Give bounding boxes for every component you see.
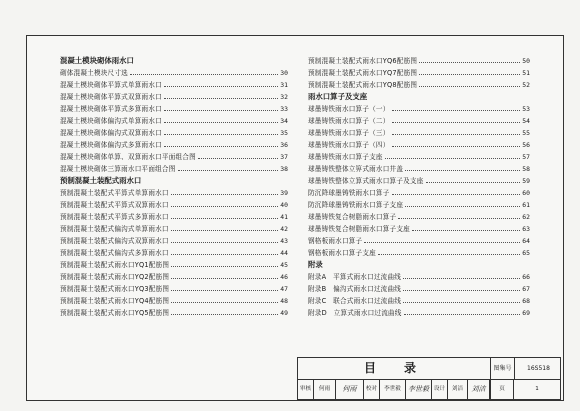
atlas-number: 16S518 bbox=[514, 358, 562, 379]
toc-entry-page: 46 bbox=[280, 273, 288, 281]
document-title: 目 录 bbox=[298, 358, 491, 379]
toc-entry-page: 36 bbox=[280, 141, 288, 149]
dot-leader bbox=[171, 265, 278, 267]
toc-entry-title: 预制混凝土装配式偏沟式多算雨水口 bbox=[60, 249, 169, 257]
toc-entry bbox=[60, 223, 288, 235]
dot-leader bbox=[171, 289, 278, 291]
toc-entry-title: 预制混凝土装配式平算式单算雨水口 bbox=[60, 189, 169, 197]
toc-entry-page: 39 bbox=[280, 189, 288, 197]
toc-entry-page: 59 bbox=[522, 177, 530, 185]
toc-entry-page: 58 bbox=[522, 165, 530, 173]
section-heading: 附录 bbox=[308, 260, 323, 269]
toc-entry-page: 67 bbox=[522, 285, 530, 293]
checker-signature: 李世毅 bbox=[406, 379, 432, 399]
toc-entry-title: 预制混凝土装配式雨水口YQ6配筋图 bbox=[308, 57, 418, 65]
toc-entry bbox=[308, 187, 530, 199]
toc-entry-page: 65 bbox=[522, 249, 530, 257]
toc-entry-page: 31 bbox=[280, 81, 288, 89]
toc-entry-page: 60 bbox=[522, 189, 530, 197]
dot-leader bbox=[171, 193, 279, 195]
dot-leader bbox=[412, 229, 520, 231]
dot-leader bbox=[405, 169, 520, 171]
toc-entry-page: 44 bbox=[280, 249, 288, 257]
toc-entry bbox=[60, 211, 288, 223]
dot-leader bbox=[426, 181, 521, 183]
toc-entry-title: 球墨铸铁雨水口算子（二） bbox=[308, 117, 390, 125]
toc-entry-title: 球墨铸铁雨水口算子（三） bbox=[308, 129, 390, 137]
toc-entry-title: 防沉降球墨铸铁雨水口算子支座 bbox=[308, 201, 404, 209]
page-label: 页 bbox=[490, 379, 514, 399]
dot-leader bbox=[164, 97, 278, 99]
dot-leader bbox=[404, 313, 521, 315]
toc-entry bbox=[60, 247, 288, 259]
toc-entry bbox=[308, 307, 530, 319]
toc-entry bbox=[308, 283, 530, 295]
toc-entry-title: 混凝土模块砌体偏沟式双算雨水口 bbox=[60, 129, 162, 137]
toc-entry bbox=[60, 235, 288, 247]
toc-entry bbox=[308, 127, 530, 139]
dot-leader bbox=[164, 145, 278, 147]
toc-entry-page: 49 bbox=[280, 309, 288, 317]
toc-entry-page: 57 bbox=[522, 153, 530, 161]
toc-entry-page: 52 bbox=[522, 81, 530, 89]
toc-entry bbox=[60, 307, 288, 319]
toc-entry-title: 砌体混凝土模块尺寸选 bbox=[60, 69, 128, 77]
dot-leader bbox=[198, 157, 278, 159]
toc-entry-title: 球墨铸铁整体立箅式雨水口井盖 bbox=[308, 165, 404, 173]
dot-leader bbox=[171, 217, 279, 219]
toc-entry-title: 预制混凝土装配式偏沟式双算雨水口 bbox=[60, 237, 169, 245]
toc-entry bbox=[308, 151, 530, 163]
dot-leader bbox=[164, 109, 278, 111]
toc-entry bbox=[308, 295, 530, 307]
toc-entry-page: 38 bbox=[280, 165, 288, 173]
dot-leader bbox=[364, 241, 520, 243]
toc-entry-page: 62 bbox=[522, 213, 530, 221]
toc-entry bbox=[308, 223, 530, 235]
design-label: 设计 bbox=[432, 379, 448, 399]
dot-leader bbox=[403, 301, 520, 303]
check-label: 校对 bbox=[364, 379, 380, 399]
toc-entry-page: 54 bbox=[522, 117, 530, 125]
dot-leader bbox=[171, 205, 279, 207]
toc-entry-page: 63 bbox=[522, 225, 530, 233]
dot-leader bbox=[164, 85, 278, 87]
toc-entry-page: 41 bbox=[280, 213, 288, 221]
toc-entry bbox=[308, 247, 530, 259]
toc-entry-title: 预制混凝土装配式雨水口YQ7配筋图 bbox=[308, 69, 418, 77]
toc-entry-title: 球墨铸铁雨水口算子（四） bbox=[308, 141, 390, 149]
reviewer-name: 何雨 bbox=[314, 379, 336, 399]
toc-entry-page: 68 bbox=[522, 297, 530, 305]
toc-left-column bbox=[60, 55, 288, 319]
toc-entry bbox=[308, 115, 530, 127]
toc-entry bbox=[308, 103, 530, 115]
toc-entry-page: 37 bbox=[280, 153, 288, 161]
toc-entry-page: 48 bbox=[280, 297, 288, 305]
toc-entry bbox=[60, 103, 288, 115]
toc-entry-title: 球墨铸铁复合树脂雨水口算子 bbox=[308, 213, 397, 221]
toc-entry-title: 混凝土模块砌体平算式多算雨水口 bbox=[60, 105, 162, 113]
section-heading: 预制混凝土装配式雨水口 bbox=[60, 176, 142, 185]
toc-entry bbox=[60, 199, 288, 211]
dot-leader bbox=[392, 193, 521, 195]
reviewer-signature: 何雨 bbox=[336, 379, 364, 399]
toc-entry-title: 球墨铸铁复合树脂雨水口算子支座 bbox=[308, 225, 410, 233]
designer-signature: 刘洁 bbox=[468, 379, 490, 399]
toc-entry bbox=[308, 55, 530, 67]
toc-entry-title: 预制混凝土装配式雨水口YQ1配筋图 bbox=[60, 261, 170, 269]
toc-entry bbox=[308, 235, 530, 247]
toc-entry bbox=[308, 163, 530, 175]
toc-entry-page: 56 bbox=[522, 141, 530, 149]
page-number: 1 bbox=[535, 386, 539, 392]
toc-entry-page: 40 bbox=[280, 201, 288, 209]
toc-entry-title: 预制混凝土装配式平算式多算雨水口 bbox=[60, 213, 169, 221]
toc-entry-title: 预制混凝土装配式雨水口YQ2配筋图 bbox=[60, 273, 170, 281]
checker-name: 李世毅 bbox=[380, 379, 406, 399]
toc-entry bbox=[60, 127, 288, 139]
toc-entry bbox=[308, 271, 530, 283]
dot-leader bbox=[385, 157, 521, 159]
toc-entry-page: 33 bbox=[280, 105, 288, 113]
toc-entry-page: 51 bbox=[522, 69, 530, 77]
toc-entry-title: 混凝土模块砌体单算、双算雨水口平面组合图 bbox=[60, 153, 196, 161]
toc-entry bbox=[60, 67, 288, 79]
toc-entry bbox=[60, 115, 288, 127]
toc-entry-page: 47 bbox=[280, 285, 288, 293]
toc-entry-page: 55 bbox=[522, 129, 530, 137]
toc-entry-page: 50 bbox=[522, 57, 530, 65]
toc-entry-title: 混凝土模块砌体三算雨水口平面组合图 bbox=[60, 165, 176, 173]
toc-entry bbox=[308, 175, 530, 187]
toc-entry bbox=[60, 259, 288, 271]
toc-entry-title: 混凝土模块砌体偏沟式单算雨水口 bbox=[60, 117, 162, 125]
toc-entry bbox=[60, 271, 288, 283]
dot-leader bbox=[171, 277, 278, 279]
toc-entry-page: 53 bbox=[522, 105, 530, 113]
toc-entry-title: 球墨铸铁雨水口算子支座 bbox=[308, 153, 383, 161]
toc-entry-title: 预制混凝土装配式雨水口YQ8配筋图 bbox=[308, 81, 418, 89]
designer-name: 刘洁 bbox=[448, 379, 468, 399]
toc-entry-title: 附录C 联合式雨水口过流曲线 bbox=[308, 297, 402, 305]
dot-leader bbox=[392, 109, 521, 111]
toc-entry bbox=[60, 295, 288, 307]
toc-entry-title: 混凝土模块砌体偏沟式多算雨水口 bbox=[60, 141, 162, 149]
toc-entry bbox=[308, 67, 530, 79]
toc-entry-title: 混凝土模块砌体平算式单算雨水口 bbox=[60, 81, 162, 89]
toc-entry-title: 混凝土模块砌体平算式双算雨水口 bbox=[60, 93, 162, 101]
toc-entry bbox=[60, 91, 288, 103]
toc-entry bbox=[60, 163, 288, 175]
dot-leader bbox=[378, 253, 520, 255]
toc-entry-page: 35 bbox=[280, 129, 288, 137]
dot-leader bbox=[398, 217, 520, 219]
dot-leader bbox=[171, 241, 279, 243]
toc-right-column bbox=[308, 55, 530, 319]
toc-entry-title: 预制混凝土装配式平算式双算雨水口 bbox=[60, 201, 169, 209]
toc-entry-page: 42 bbox=[280, 225, 288, 233]
toc-entry-page: 34 bbox=[280, 117, 288, 125]
toc-entry bbox=[308, 211, 530, 223]
toc-entry-title: 附录D 立算式雨水口过流曲线 bbox=[308, 309, 402, 317]
toc-entry-page: 64 bbox=[522, 237, 530, 245]
dot-leader bbox=[419, 61, 520, 63]
toc-entry bbox=[60, 283, 288, 295]
dot-leader bbox=[164, 133, 278, 135]
toc-entry-page: 69 bbox=[522, 309, 530, 317]
dot-leader bbox=[392, 121, 521, 123]
toc-entry bbox=[308, 199, 530, 211]
toc-entry-title: 球墨铸铁雨水口算子（一） bbox=[308, 105, 390, 113]
toc-entry bbox=[60, 187, 288, 199]
toc-entry bbox=[60, 151, 288, 163]
dot-leader bbox=[164, 121, 278, 123]
dot-leader bbox=[392, 133, 521, 135]
toc-entry-title: 预制混凝土装配式雨水口YQ3配筋图 bbox=[60, 285, 170, 293]
dot-leader bbox=[171, 253, 279, 255]
review-label: 审核 bbox=[298, 379, 314, 399]
toc-entry-title: 预制混凝土装配式雨水口YQ5配筋图 bbox=[60, 309, 170, 317]
toc-entry bbox=[60, 79, 288, 91]
toc-entry-page: 30 bbox=[280, 69, 288, 77]
section-heading: 雨水口算子及支座 bbox=[308, 92, 368, 101]
toc-entry-title: 钢格板雨水口算子 bbox=[308, 237, 363, 245]
dot-leader bbox=[130, 73, 278, 75]
atlas-label: 图集号 bbox=[490, 358, 514, 379]
dot-leader bbox=[392, 145, 521, 147]
section-heading: 混凝土模块砌体雨水口 bbox=[60, 56, 134, 65]
dot-leader bbox=[171, 313, 278, 315]
toc-entry-page: 43 bbox=[280, 237, 288, 245]
dot-leader bbox=[178, 169, 279, 171]
toc-entry-title: 预制混凝土装配式雨水口YQ4配筋图 bbox=[60, 297, 170, 305]
toc-entry-title: 防沉降球墨铸铁雨水口算子 bbox=[308, 189, 390, 197]
dot-leader bbox=[403, 289, 520, 291]
title-block bbox=[297, 357, 561, 400]
toc-entry-title: 钢格板雨水口算子支座 bbox=[308, 249, 376, 257]
toc-entry-title: 附录B 偏沟式雨水口过流曲线 bbox=[308, 285, 402, 293]
toc-entry-page: 45 bbox=[280, 261, 288, 269]
toc-entry bbox=[308, 79, 530, 91]
dot-leader bbox=[419, 73, 520, 75]
toc-entry-page: 66 bbox=[522, 273, 530, 281]
dot-leader bbox=[419, 85, 520, 87]
dot-leader bbox=[403, 277, 520, 279]
toc-entry-title: 球墨铸铁整体立算式雨水口算子及支座 bbox=[308, 177, 424, 185]
toc-entry-page: 61 bbox=[522, 201, 530, 209]
dot-leader bbox=[405, 205, 520, 207]
dot-leader bbox=[171, 301, 278, 303]
dot-leader bbox=[171, 229, 279, 231]
toc-entry-title: 预制混凝土装配式偏沟式单算雨水口 bbox=[60, 225, 169, 233]
toc-entry-title: 附录A 平算式雨水口过流曲线 bbox=[308, 273, 402, 281]
toc-entry bbox=[308, 139, 530, 151]
toc-entry-page: 32 bbox=[280, 93, 288, 101]
toc-entry bbox=[60, 139, 288, 151]
